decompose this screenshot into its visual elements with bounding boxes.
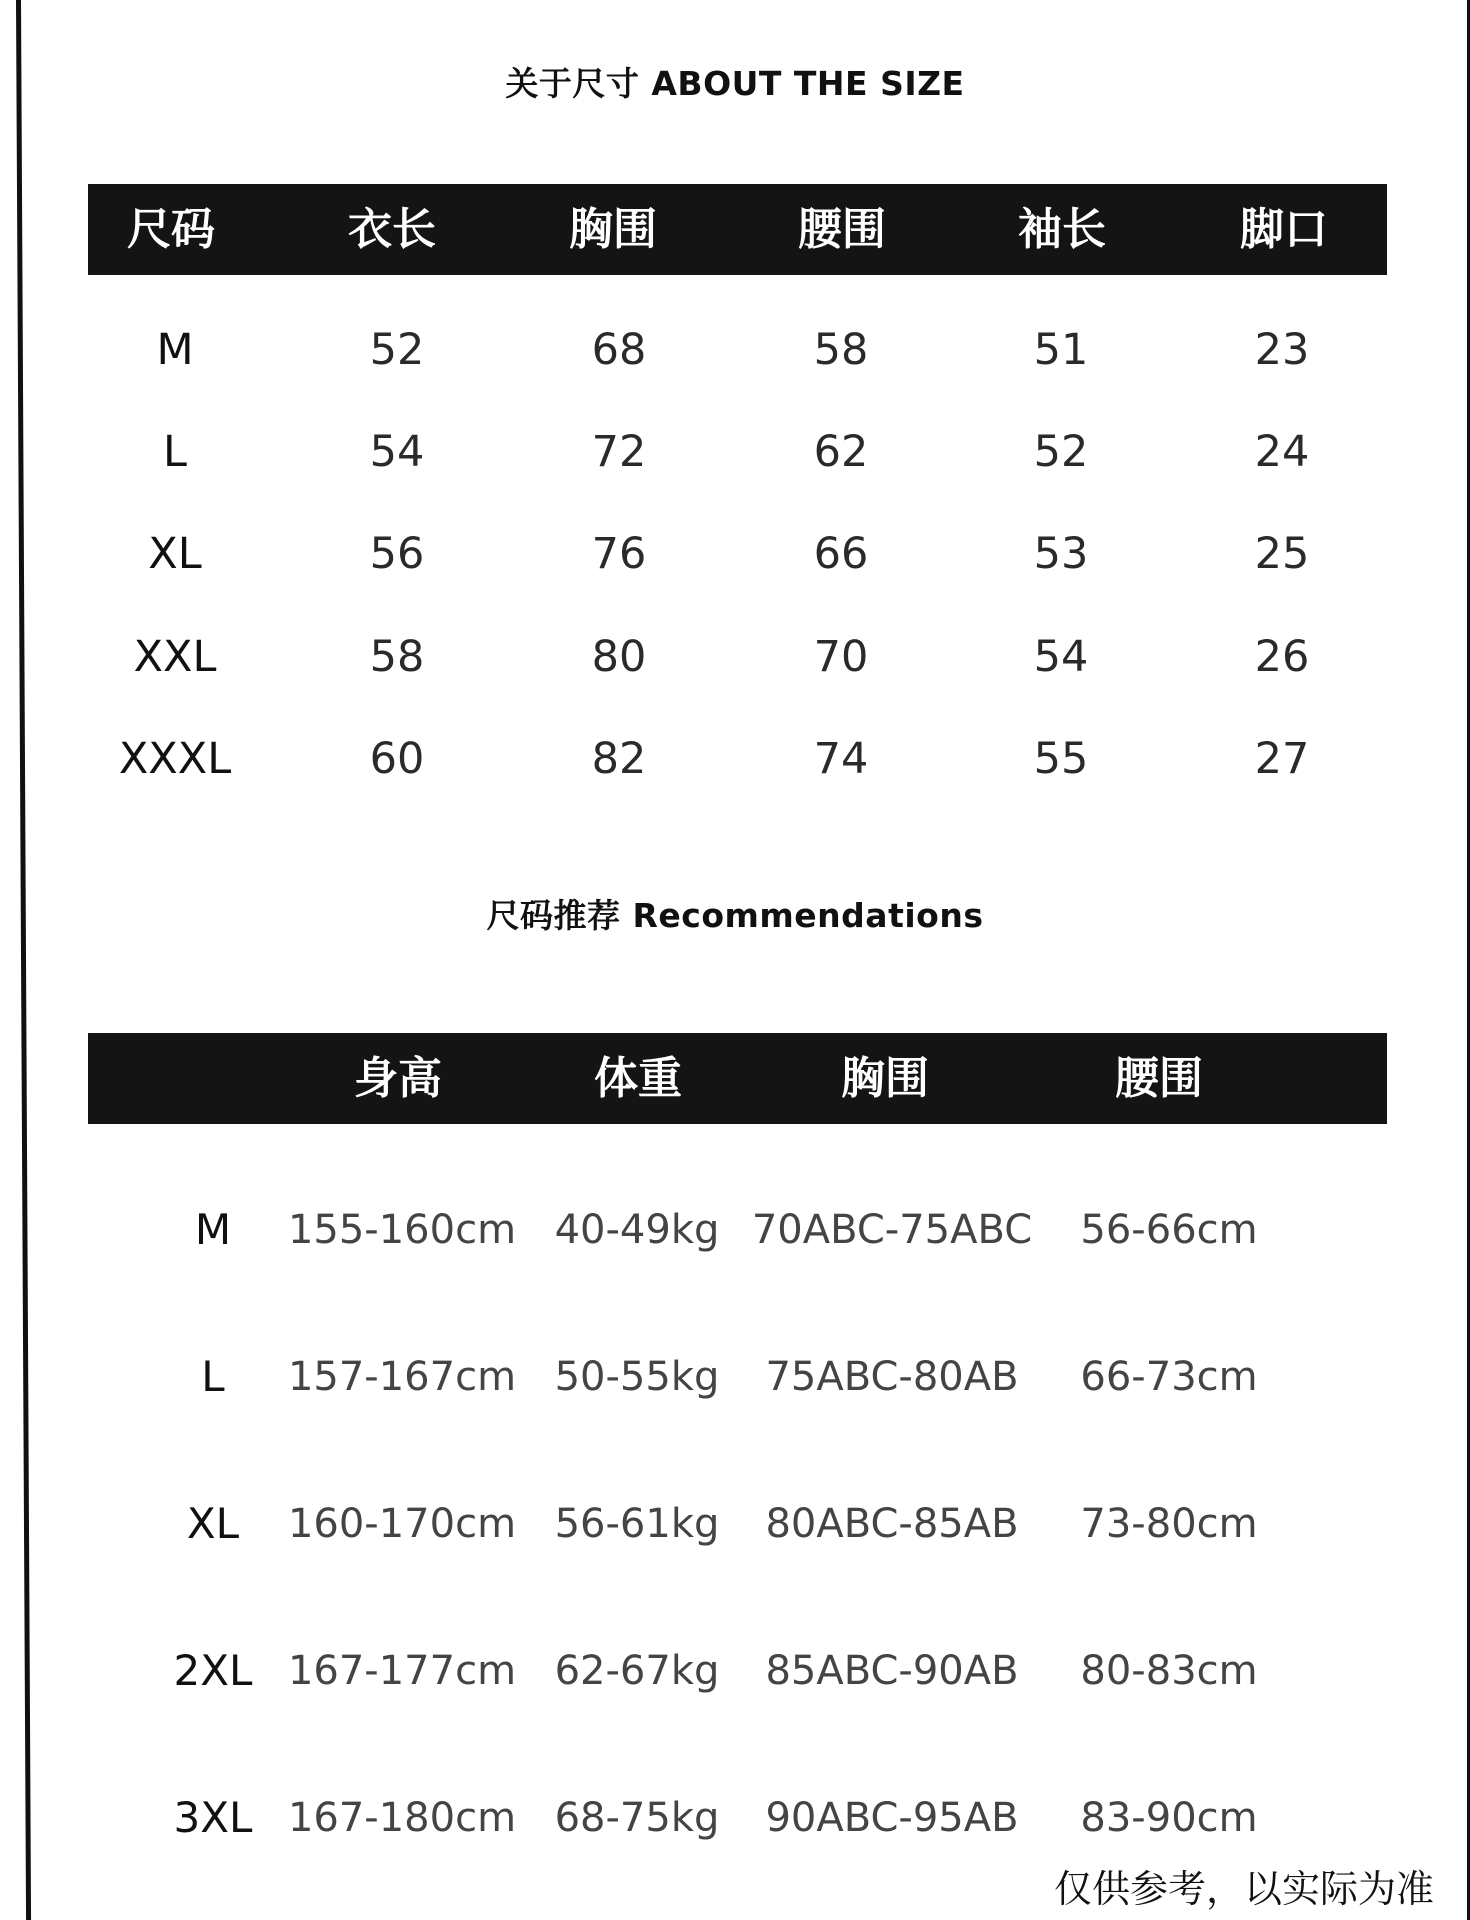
table-row (0, 1494, 1470, 1554)
size-label: M (156, 325, 194, 375)
chest-value: 82 (591, 734, 647, 784)
weight-value: 40-49kg (554, 1207, 720, 1253)
sleeve-value: 52 (1033, 427, 1089, 477)
table-row (0, 422, 1470, 482)
recommendation-table-header (88, 1033, 1387, 1124)
size-label: M (194, 1205, 232, 1254)
size-label: L (163, 427, 187, 477)
length-value: 60 (369, 734, 425, 784)
waist-value: 66-73cm (1080, 1354, 1258, 1400)
sleeve-value: 55 (1033, 734, 1089, 784)
hem-value: 27 (1254, 734, 1310, 784)
waist-value: 70 (813, 632, 869, 682)
header-chest: 胸围 (841, 1053, 929, 1104)
chest-value: 80 (591, 632, 647, 682)
table-row (0, 729, 1470, 789)
sleeve-value: 51 (1033, 325, 1089, 375)
size-label: XL (148, 529, 202, 579)
waist-value: 62 (813, 427, 869, 477)
weight-value: 50-55kg (554, 1354, 720, 1400)
left-border-line (16, 0, 31, 1920)
waist-value: 74 (813, 734, 869, 784)
size-label: XXXL (118, 734, 232, 784)
table-row (0, 1641, 1470, 1701)
waist-value: 73-80cm (1080, 1501, 1258, 1547)
table-row (0, 627, 1470, 687)
sleeve-value: 53 (1033, 529, 1089, 579)
hem-value: 23 (1254, 325, 1310, 375)
size-label: XXL (133, 632, 217, 682)
waist-value: 66 (813, 529, 869, 579)
chest-value: 76 (591, 529, 647, 579)
header-hem: 脚口 (1240, 204, 1328, 255)
height-value: 167-180cm (287, 1795, 517, 1841)
header-height: 身高 (354, 1053, 442, 1104)
header-length: 衣长 (348, 204, 436, 255)
table-row (0, 1200, 1470, 1260)
header-sleeve: 袖长 (1018, 204, 1106, 255)
waist-value: 56-66cm (1080, 1207, 1258, 1253)
length-value: 52 (369, 325, 425, 375)
length-value: 54 (369, 427, 425, 477)
height-value: 155-160cm (287, 1207, 517, 1253)
table-row (0, 320, 1470, 380)
header-waist: 腰围 (1115, 1053, 1203, 1104)
chest-value: 75ABC-80AB (765, 1354, 1019, 1400)
weight-value: 68-75kg (554, 1795, 720, 1841)
header-weight: 体重 (594, 1053, 682, 1104)
sleeve-value: 54 (1033, 632, 1089, 682)
header-waist: 腰围 (798, 204, 886, 255)
table-row (0, 524, 1470, 584)
table-row (0, 1788, 1470, 1848)
weight-value: 56-61kg (554, 1501, 720, 1547)
chest-value: 80ABC-85AB (765, 1501, 1019, 1547)
chest-value: 72 (591, 427, 647, 477)
waist-value: 58 (813, 325, 869, 375)
recommendation-table-title: 尺码推荐 Recommendations (486, 896, 984, 935)
chest-value: 90ABC-95AB (765, 1795, 1019, 1841)
header-size: 尺码 (127, 204, 215, 255)
chest-value: 68 (591, 325, 647, 375)
weight-value: 62-67kg (554, 1648, 720, 1694)
chest-value: 70ABC-75ABC (751, 1207, 1033, 1253)
hem-value: 26 (1254, 632, 1310, 682)
size-label: 2XL (173, 1646, 253, 1695)
height-value: 157-167cm (287, 1354, 517, 1400)
height-value: 167-177cm (287, 1648, 517, 1694)
reference-disclaimer: 仅供参考，以实际为准 (1053, 1867, 1434, 1911)
height-value: 160-170cm (287, 1501, 517, 1547)
size-label: XL (186, 1499, 240, 1548)
header-chest: 胸围 (569, 204, 657, 255)
chest-value: 85ABC-90AB (765, 1648, 1019, 1694)
length-value: 56 (369, 529, 425, 579)
size-label: L (201, 1352, 225, 1401)
size-label: 3XL (173, 1793, 253, 1842)
waist-value: 80-83cm (1080, 1648, 1258, 1694)
hem-value: 24 (1254, 427, 1310, 477)
table-row (0, 1347, 1470, 1407)
length-value: 58 (369, 632, 425, 682)
hem-value: 25 (1254, 529, 1310, 579)
size-table-title: 关于尺寸 ABOUT THE SIZE (505, 64, 965, 103)
size-table-header (88, 184, 1387, 275)
waist-value: 83-90cm (1080, 1795, 1258, 1841)
